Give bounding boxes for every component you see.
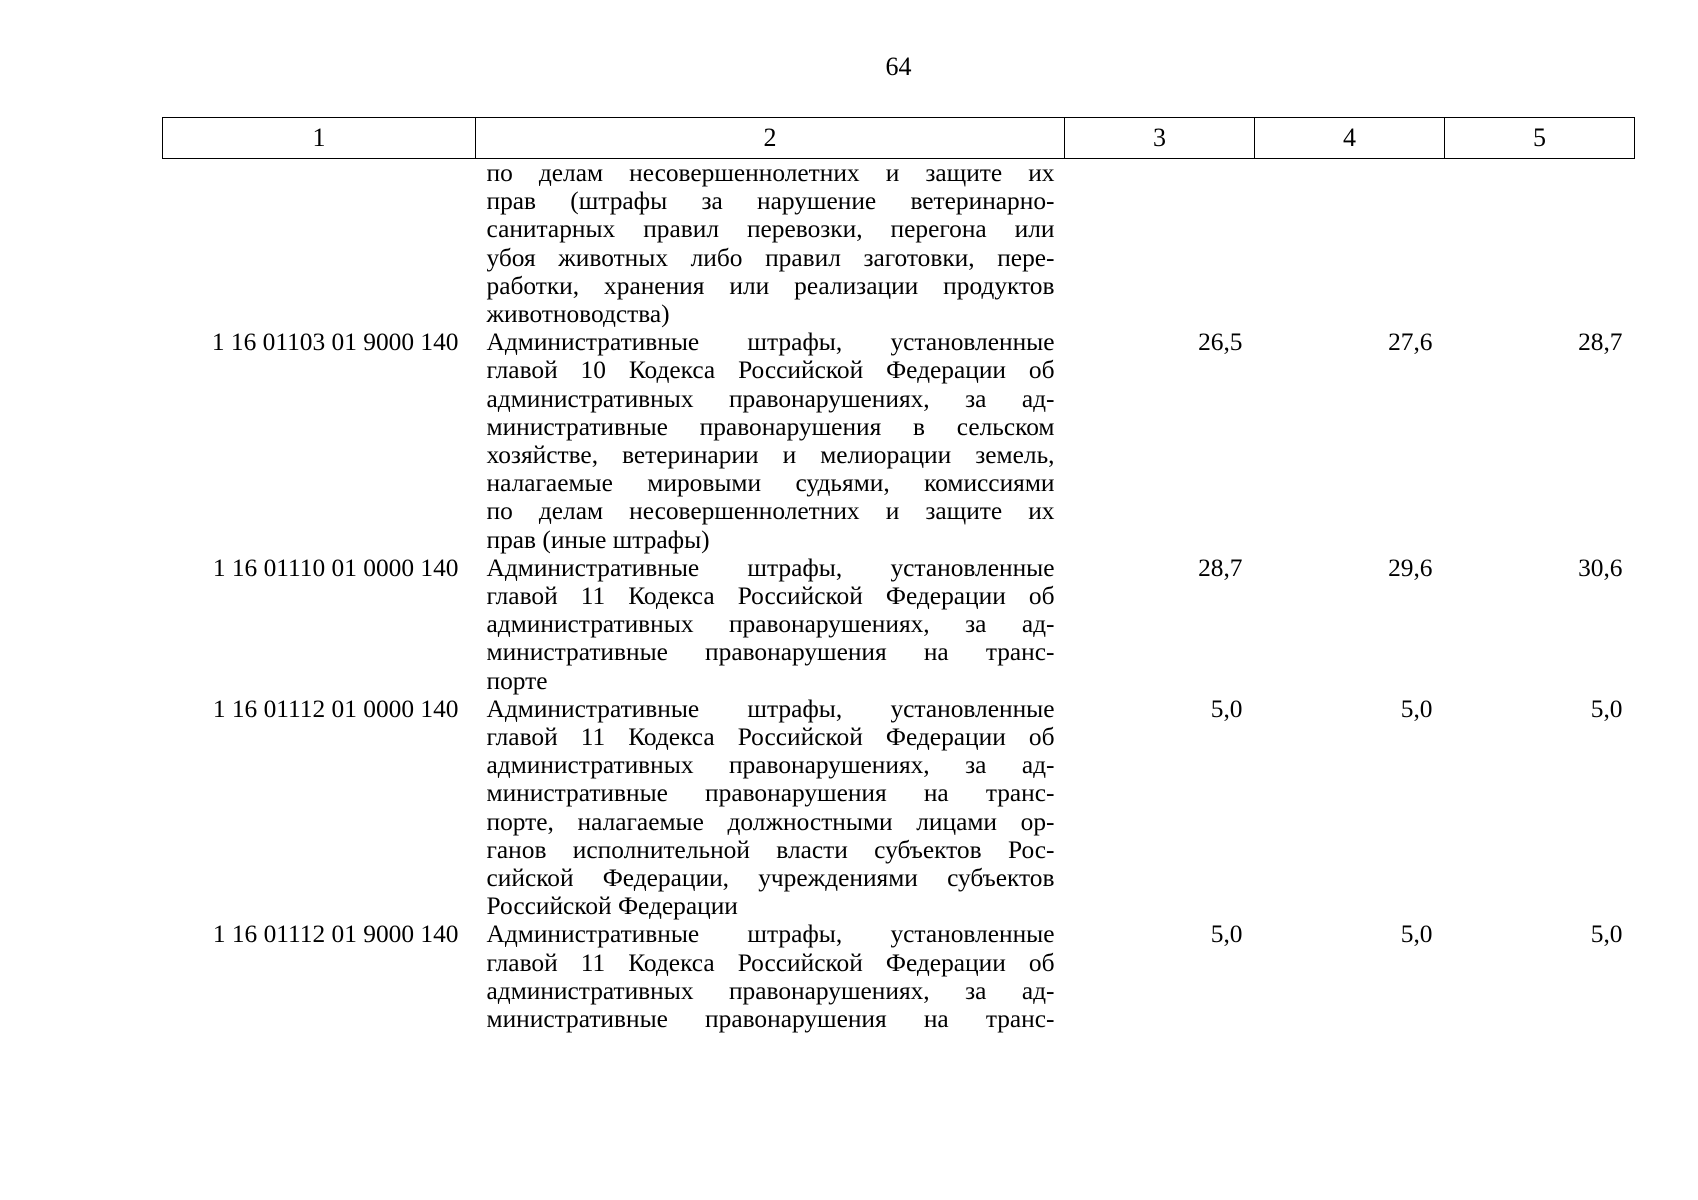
description-line: Административные штрафы, установленные: [486, 694, 1055, 723]
row-value-year-1: [1065, 159, 1255, 329]
row-description: [476, 328, 1065, 554]
column-header-code: 1: [163, 118, 476, 159]
description-line: санитарных правил перевозки, перегона или: [486, 215, 1055, 244]
row-value-year-3: 28,7: [1578, 328, 1623, 357]
row-value-year-3: 5,0: [1590, 920, 1623, 949]
table-row: [163, 554, 1635, 695]
description-line: Административные штрафы, установленные: [486, 328, 1055, 357]
row-value-year-2: 29,6: [1388, 553, 1433, 582]
row-description: [476, 920, 1065, 1033]
description-line: порте, налагаемые должностными лицами ор-: [486, 807, 1055, 836]
table-body: [163, 159, 1635, 1034]
description-line: налагаемые мировыми судьями, комиссиями: [486, 469, 1055, 498]
budget-table: [162, 117, 1635, 1033]
table-row: [163, 328, 1635, 554]
description-line: Административные штрафы, установленные: [486, 553, 1055, 582]
description-line: министративные правонарушения на транс-: [486, 638, 1055, 667]
description-line: министративные правонарушения на транс-: [486, 779, 1055, 808]
table-row: [163, 159, 1635, 329]
header-row: [163, 118, 1635, 159]
description-line: административных правонарушениях, за ад-: [486, 976, 1055, 1005]
description-line: главой 11 Кодекса Российской Федерации об: [486, 723, 1055, 752]
description-line: главой 11 Кодекса Российской Федерации об: [486, 582, 1055, 611]
row-value-year-1: 26,5: [1198, 328, 1243, 357]
row-value-year-3: 5,0: [1590, 694, 1623, 723]
description-line: министративные правонарушения на транс-: [486, 1005, 1055, 1034]
column-header-year-2: 4: [1255, 118, 1445, 159]
description-line: главой 11 Кодекса Российской Федерации об: [486, 948, 1055, 977]
table-row: [163, 695, 1635, 921]
row-code: 1 16 01110 01 0000 140: [212, 553, 459, 582]
column-header-year-1: 3: [1065, 118, 1255, 159]
description-line: ганов исполнительной власти субъектов Рос-: [486, 835, 1055, 864]
description-line: по делам несовершеннолетних и защите их: [486, 159, 1055, 187]
row-code: [163, 159, 476, 329]
row-value-year-1: 5,0: [1210, 920, 1243, 949]
row-value-year-2: 5,0: [1400, 694, 1433, 723]
description-line: убоя животных либо правил заготовки, пере-: [486, 243, 1055, 272]
row-value-year-2: [1255, 159, 1445, 329]
table-header: [163, 118, 1635, 159]
row-value-year-2: 27,6: [1388, 328, 1433, 357]
row-description: [476, 695, 1065, 921]
description-line: хозяйстве, ветеринарии и мелиорации земель,: [486, 441, 1055, 470]
description-line: сийской Федерации, учреждениями субъектов: [486, 864, 1055, 893]
description-line: административных правонарушениях, за ад-: [486, 751, 1055, 780]
row-code: 1 16 01103 01 9000 140: [211, 328, 459, 357]
table-row: [163, 920, 1635, 1033]
row-description: [476, 554, 1065, 695]
description-line: по делам несовершеннолетних и защите их: [486, 497, 1055, 526]
column-header-name: 2: [476, 118, 1065, 159]
description-line: порте: [486, 666, 548, 695]
description-line: административных правонарушениях, за ад-: [486, 384, 1055, 413]
row-value-year-2: 5,0: [1400, 920, 1433, 949]
row-code: 1 16 01112 01 9000 140: [212, 920, 459, 949]
column-header-year-3: 5: [1445, 118, 1635, 159]
description-line: Российской Федерации: [486, 892, 738, 921]
description-line: административных правонарушениях, за ад-: [486, 610, 1055, 639]
page-number: 64: [885, 52, 912, 81]
row-value-year-1: 28,7: [1198, 553, 1243, 582]
description-line: прав (иные штрафы): [486, 525, 710, 554]
description-line: Административные штрафы, установленные: [486, 920, 1055, 949]
description-line: работки, хранения или реализации продуктов: [486, 271, 1055, 300]
row-code: 1 16 01112 01 0000 140: [212, 694, 459, 723]
description-line: животноводства): [486, 300, 670, 329]
description-line: министративные правонарушения в сельском: [486, 412, 1055, 441]
row-description: [476, 159, 1065, 329]
row-value-year-3: 30,6: [1578, 553, 1623, 582]
description-line: прав (штрафы за нарушение ветеринарно-: [486, 187, 1055, 216]
row-value-year-3: [1445, 159, 1635, 329]
row-value-year-1: 5,0: [1210, 694, 1243, 723]
description-line: главой 10 Кодекса Российской Федерации об: [486, 356, 1055, 385]
